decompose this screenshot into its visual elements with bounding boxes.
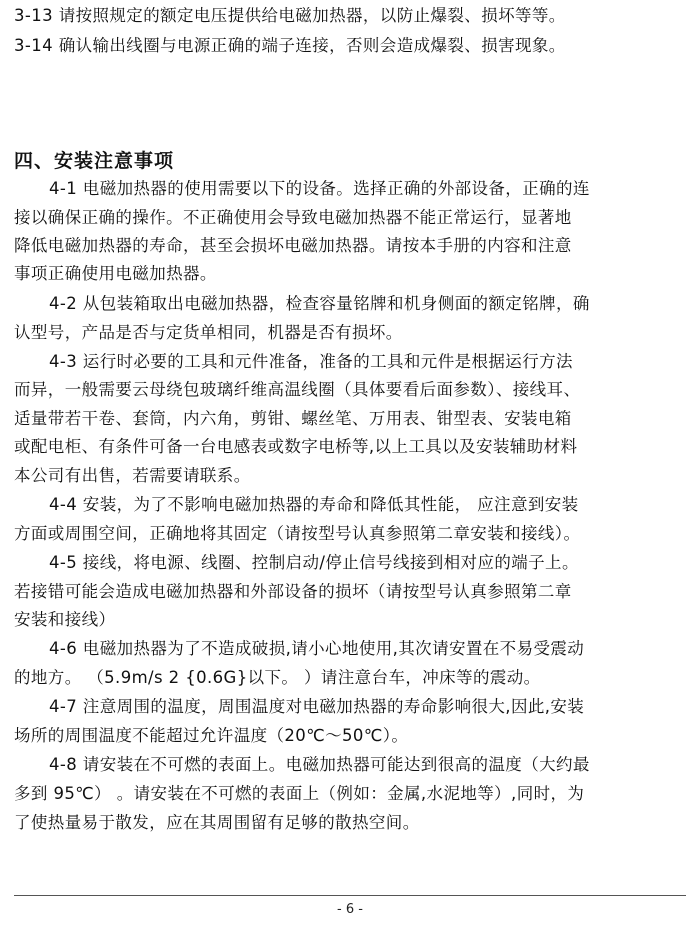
paragraph-line: 4-4 安装，为了不影响电磁加热器的寿命和降低其性能， 应注意到安装 — [49, 495, 579, 514]
paragraph-line: 认型号，产品是否与定货单相同，机器是否有损坏。 — [14, 323, 403, 342]
paragraph-line: 4-5 接线，将电源、线圈、控制启动/停止信号线接到相对应的端子上。 — [49, 553, 579, 572]
paragraph-line: 的地方。 （5.9m/s 2 {0.6G}以下。 ）请注意台车，冲床等的震动。 — [14, 668, 541, 687]
paragraph-line: 4-3 运行时必要的工具和元件准备，准备的工具和元件是根据运行方法 — [49, 352, 573, 371]
item-3-13: 3-13 请按照规定的额定电压提供给电磁加热器，以防止爆裂、损坏等等。 — [14, 6, 566, 25]
paragraph-line: 4-2 从包装箱取出电磁加热器，检查容量铭牌和机身侧面的额定铭牌，确 — [49, 294, 590, 313]
paragraph-line: 接以确保正确的操作。不正确使用会导致电磁加热器不能正常运行，显著地 — [14, 208, 572, 227]
paragraph-line: 4-8 请安装在不可燃的表面上。电磁加热器可能达到很高的温度（大约最 — [49, 755, 590, 774]
paragraph-line: 了使热量易于散发，应在其周围留有足够的散热空间。 — [14, 813, 420, 832]
paragraph-line: 若接错可能会造成电磁加热器和外部设备的损坏（请按型号认真参照第二章 — [14, 582, 572, 601]
paragraph-line: 安装和接线） — [14, 610, 116, 629]
paragraph-line: 场所的周围温度不能超过允许温度（20℃～50℃）。 — [14, 726, 409, 745]
paragraph-line: 或配电柜、有条件可备一台电感表或数字电桥等,以上工具以及安装辅助材料 — [14, 437, 578, 456]
paragraph-line: 降低电磁加热器的寿命，甚至会损坏电磁加热器。请按本手册的内容和注意 — [14, 236, 572, 255]
paragraph-line: 4-1 电磁加热器的使用需要以下的设备。选择正确的外部设备，正确的连 — [49, 179, 590, 198]
page-number: - 6 - — [337, 902, 363, 917]
paragraph-line: 适量带若干卷、套筒，内六角，剪钳、螺丝笔、万用表、钳型表、安装电箱 — [14, 409, 572, 428]
footer-divider — [14, 895, 686, 896]
paragraph-line: 本公司有出售，若需要请联系。 — [14, 466, 251, 485]
section-title: 四、安装注意事项 — [14, 150, 175, 172]
paragraph-line: 4-7 注意周围的温度，周围温度对电磁加热器的寿命影响很大,因此,安装 — [49, 697, 585, 716]
paragraph-line: 而异，一般需要云母绕包玻璃纤维高温线圈（具体要看后面参数）、接线耳、 — [14, 380, 581, 399]
paragraph-line: 事项正确使用电磁加热器。 — [14, 264, 217, 283]
item-3-14: 3-14 确认输出线圈与电源正确的端子连接，否则会造成爆裂、损害现象。 — [14, 36, 566, 55]
paragraph-line: 方面或周围空间，正确地将其固定（请按型号认真参照第二章安装和接线）。 — [14, 524, 581, 543]
paragraph-line: 4-6 电磁加热器为了不造成破损,请小心地使用,其次请安置在不易受震动 — [49, 639, 585, 658]
paragraph-line: 多到 95℃） 。请安装在不可燃的表面上（例如：金属,水泥地等）,同时，为 — [14, 784, 585, 803]
